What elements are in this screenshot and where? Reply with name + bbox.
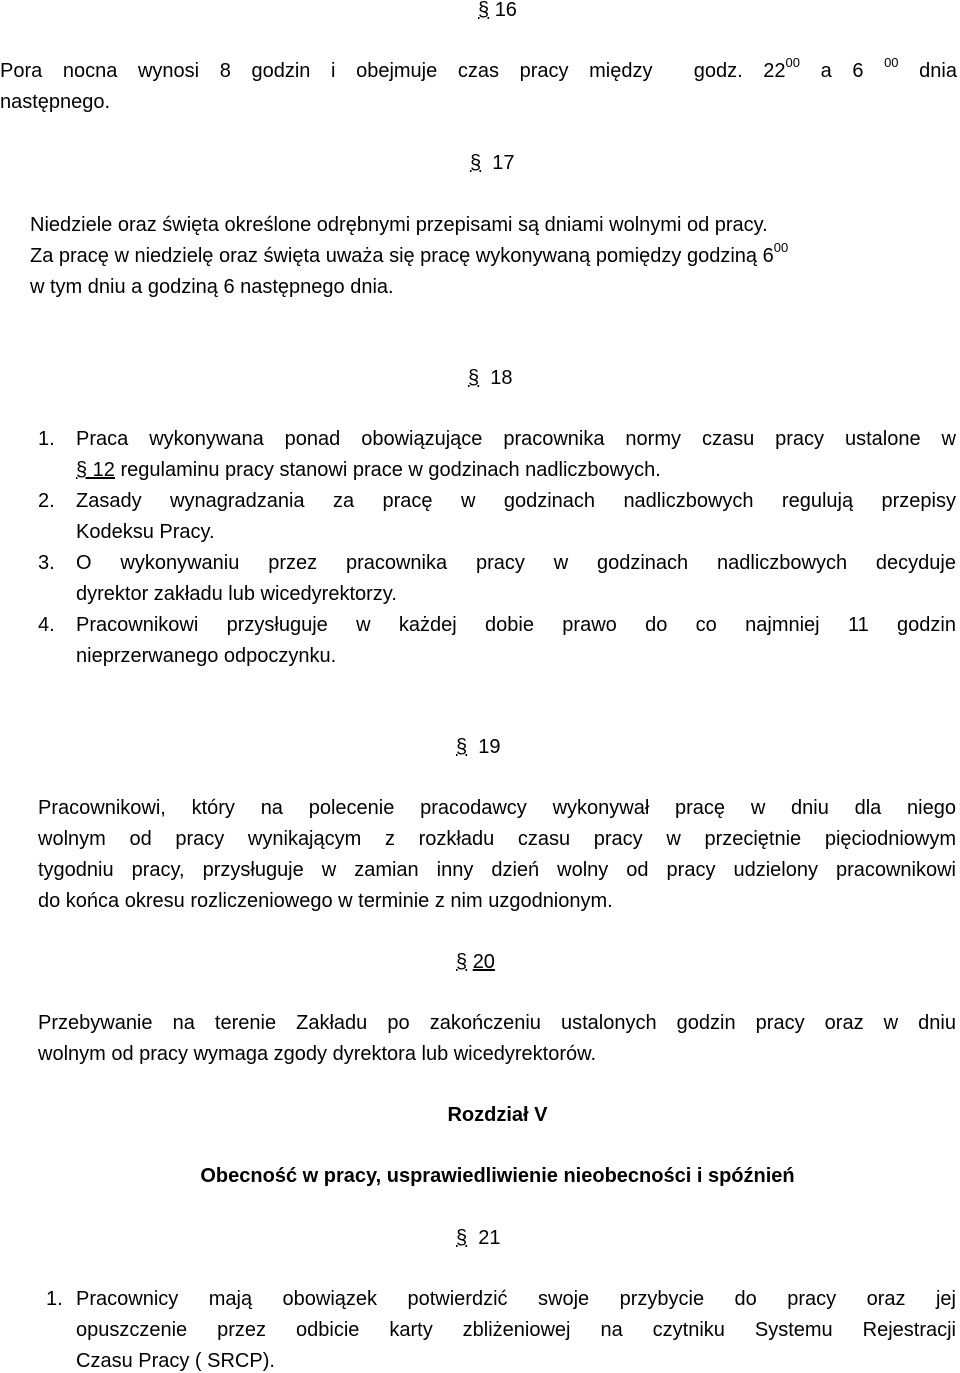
list-item-line: Czasu Pracy ( SRCP). — [76, 1350, 275, 1372]
paragraph-20-line-1: Przebywanie na terenie Zakładu po zakończeniu ustalonych godzin pracy oraz w dniu — [38, 1012, 956, 1034]
chapter-heading: Rozdział V — [447, 1104, 548, 1126]
paragraph-17-line-3: w tym dniu a godziną 6 następnego dnia. — [30, 276, 394, 298]
section-sign: § — [468, 367, 480, 389]
text-span: godz. 22 — [693, 60, 786, 82]
paragraph-17-line-2 — [30, 240, 789, 268]
section-number: 19 — [478, 736, 501, 758]
section-19-heading — [456, 735, 501, 759]
text-span: a 6 — [799, 60, 885, 82]
list-item-number: 4. — [38, 614, 55, 636]
superscript: 00 — [785, 55, 800, 71]
list-item-number: 1. — [46, 1288, 63, 1310]
paragraph-19-line-3: tygodniu pracy, przysługuje w zamian inny dzień wolny od pracy udzielony pracownikowi — [38, 859, 956, 881]
list-item-line: Kodeksu Pracy. — [76, 521, 215, 543]
section-number: 20 — [472, 951, 495, 973]
section-18-heading — [468, 366, 513, 390]
paragraph-19-line-1: Pracownikowi, który na polecenie pracodawcy wykonywał pracę w dniu dla niego — [38, 797, 956, 819]
section-number: 17 — [492, 152, 515, 174]
chapter-title: Obecność w pracy, usprawiedliwienie nieobecności i spóźnień — [200, 1165, 795, 1187]
paragraph-19-line-2: wolnym od pracy wynikającym z rozkładu czasu pracy w przeciętnie pięciodniowym — [38, 828, 956, 850]
section-sign: § — [470, 152, 482, 174]
section-number: 18 — [490, 367, 513, 389]
list-item-line: Praca wykonywana ponad obowiązujące pracownika normy czasu pracy ustalone w — [76, 428, 956, 450]
section-number: 16 — [494, 0, 517, 21]
text-span: Za pracę w niedzielę oraz święta uważa się pracę wykonywaną pomiędzy godziną 6 — [30, 245, 774, 267]
list-item-line: dyrektor zakładu lub wicedyrektorzy. — [76, 583, 397, 605]
list-item-line: O wykonywaniu przez pracownika pracy w godzinach nadliczbowych decyduje — [76, 552, 956, 574]
list-item-line: Zasady wynagradzania za pracę w godzinach nadliczbowych regulują przepisy — [76, 490, 956, 512]
list-item-line: Pracownikowi przysługuje w każdej dobie prawo do co najmniej 11 godzin — [76, 614, 956, 636]
section-20-heading — [456, 950, 495, 974]
list-item-line: Pracownicy mają obowiązek potwierdzić swoje przybycie do pracy oraz jej — [76, 1288, 956, 1310]
paragraph-17-line-1: Niedziele oraz święta określone odrębnymi przepisami są dniami wolnymi od pracy. — [30, 214, 768, 236]
superscript: 00 — [773, 240, 789, 256]
section-sign: § — [456, 951, 468, 973]
paragraph-16-line-1 — [0, 55, 957, 83]
section-16-heading — [478, 0, 517, 22]
section-sign: § — [456, 1227, 468, 1249]
text-span: Pora nocna wynosi 8 godzin i obejmuje czas pracy między — [0, 60, 653, 82]
paragraph-19-line-4: do końca okresu rozliczeniowego w terminie z nim uzgodnionym. — [38, 890, 613, 912]
paragraph-20-line-2: wolnym od pracy wymaga zgody dyrektora lub wicedyrektorów. — [38, 1043, 597, 1065]
section-sign: § — [478, 0, 490, 21]
list-item-line: nieprzerwanego odpoczynku. — [76, 645, 337, 667]
section-number: 21 — [478, 1227, 501, 1249]
superscript: 00 — [884, 55, 899, 71]
list-item-line — [76, 458, 661, 482]
list-item-number: 3. — [38, 552, 55, 574]
section-21-heading — [456, 1226, 501, 1250]
section-17-heading — [470, 151, 515, 175]
section-reference: § 12 — [76, 459, 115, 481]
paragraph-16-line-2: następnego. — [0, 91, 111, 113]
list-item-line: opuszczenie przez odbicie karty zbliżeniowej na czytniku Systemu Rejestracji — [76, 1319, 956, 1341]
list-item-number: 1. — [38, 428, 55, 450]
text-span: dnia — [898, 60, 957, 82]
text-span: regulaminu pracy stanowi prace w godzinach nadliczbowych. — [114, 459, 661, 481]
list-item-number: 2. — [38, 490, 55, 512]
section-sign: § — [456, 736, 468, 758]
